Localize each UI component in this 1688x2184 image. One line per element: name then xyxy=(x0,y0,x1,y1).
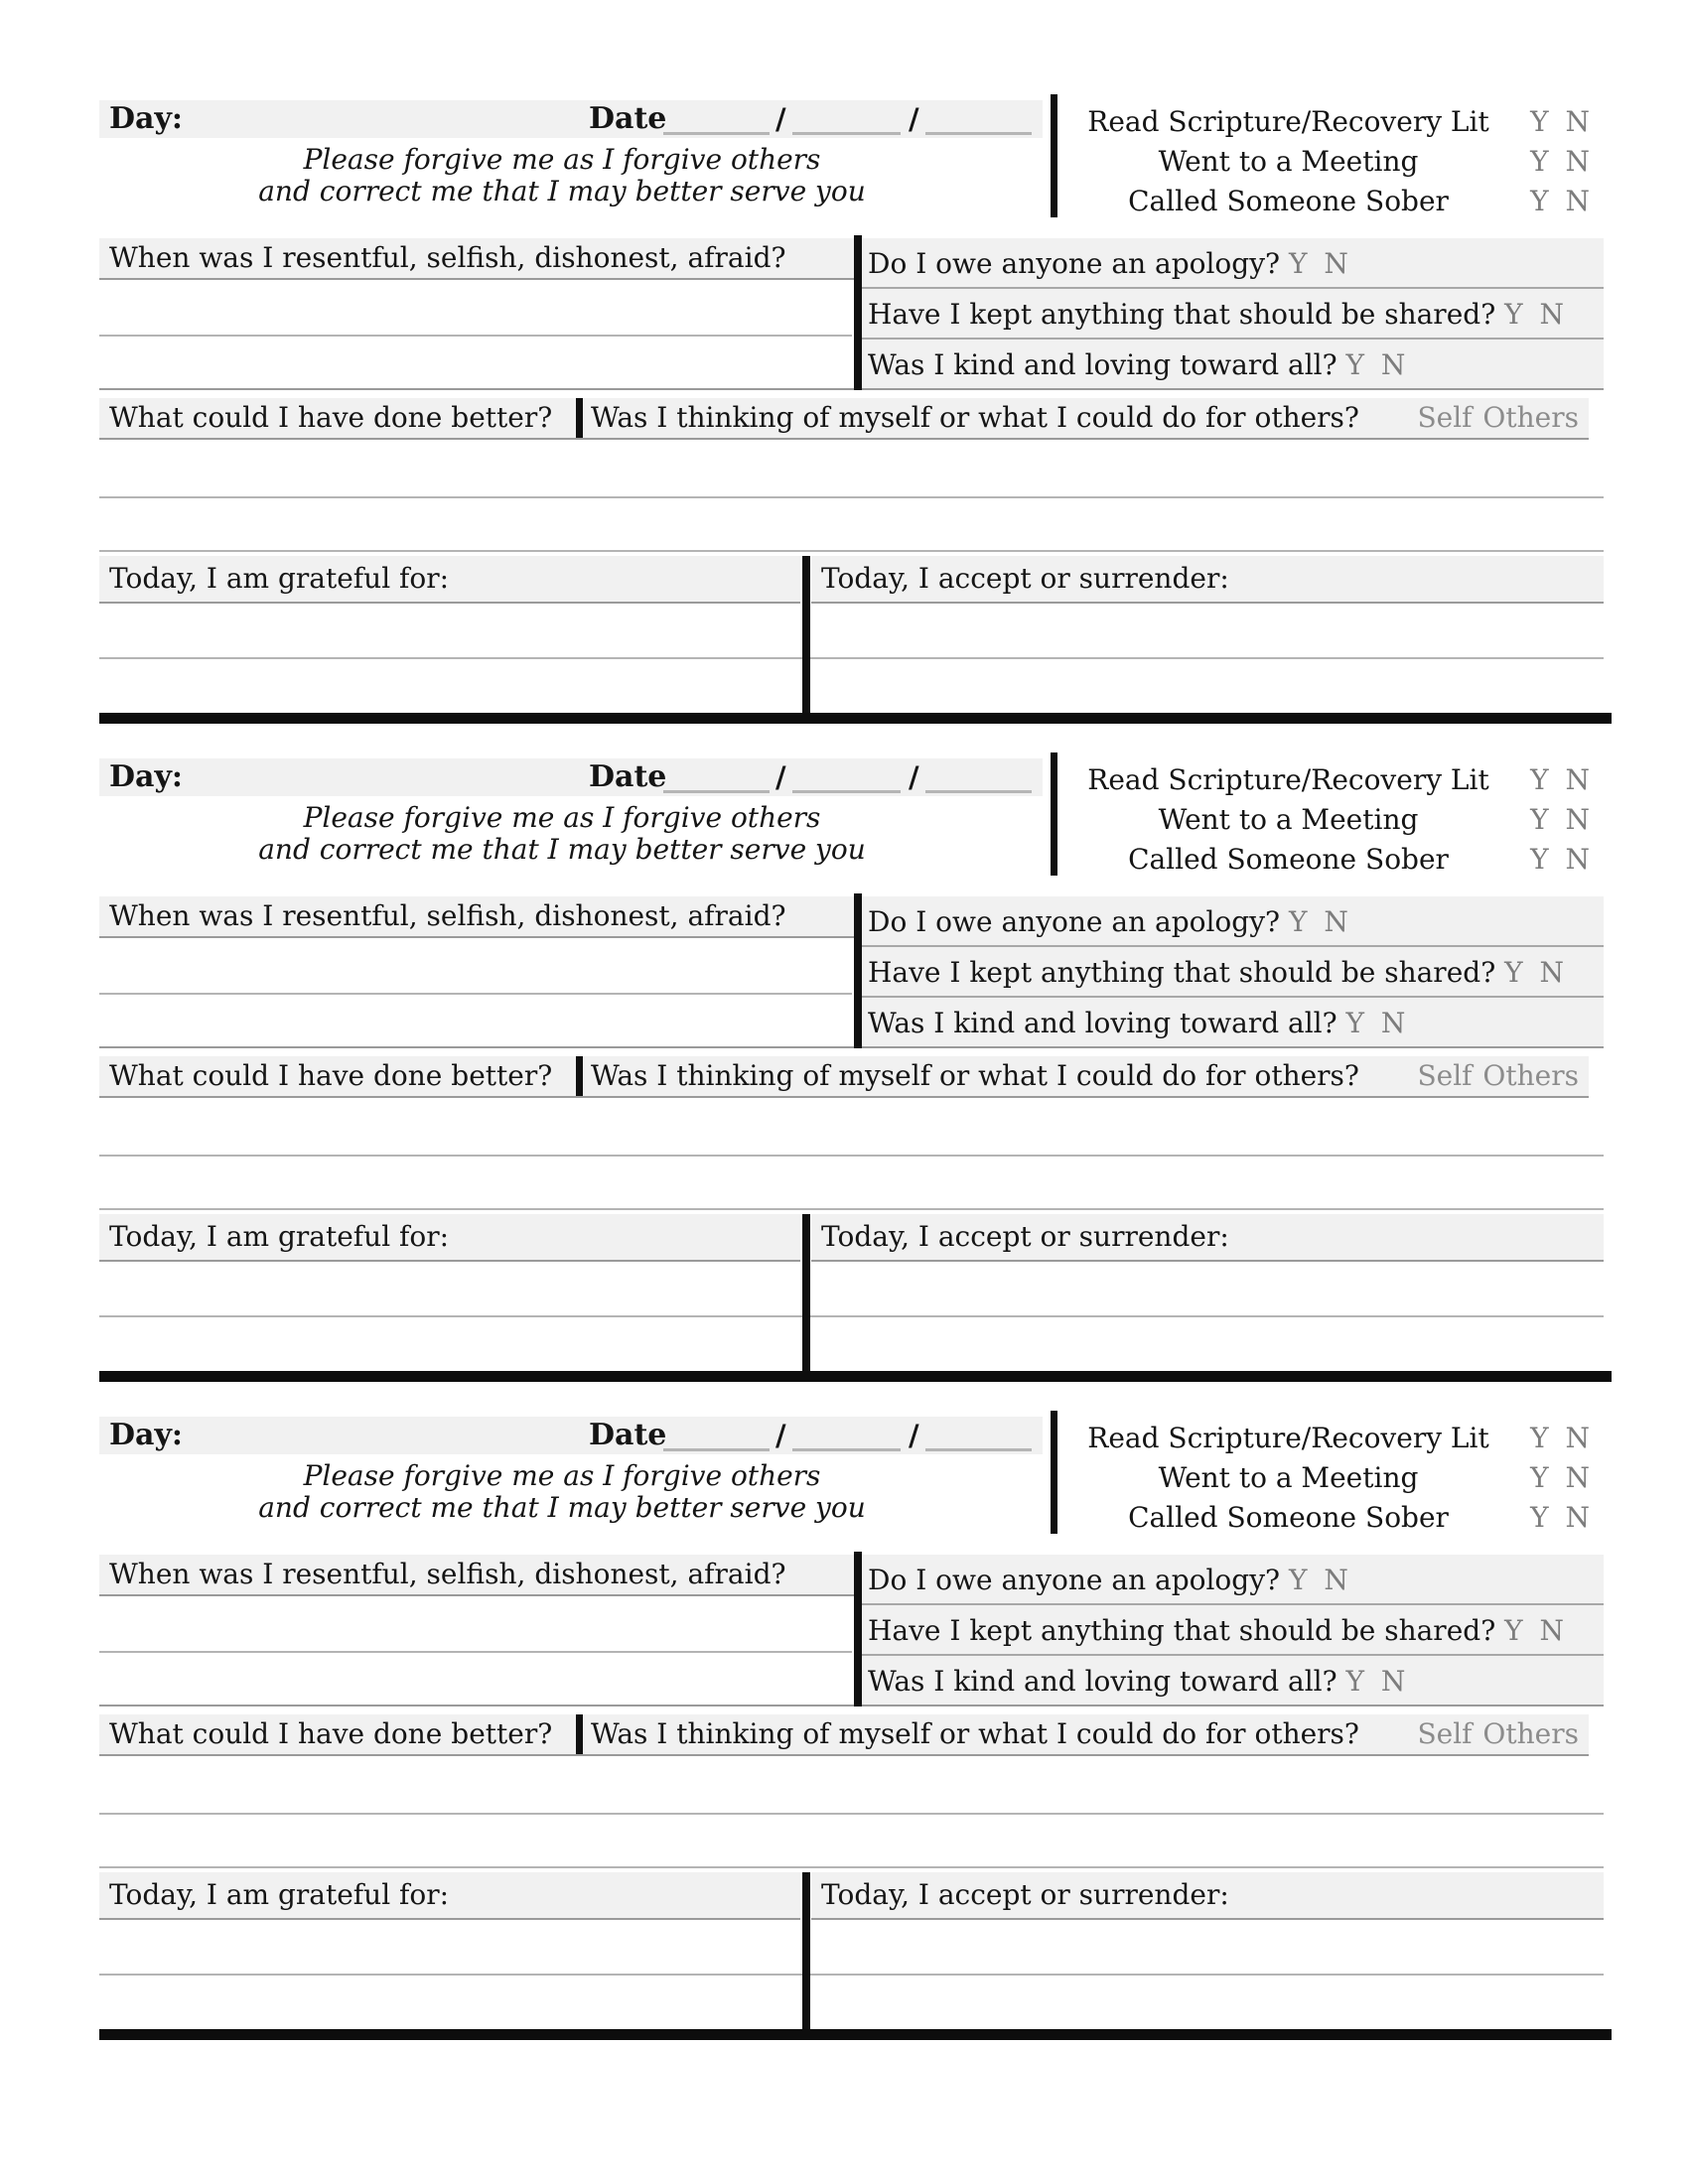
yes-no-options[interactable]: Y N xyxy=(1530,803,1590,836)
better-question-label: What could I have done better? xyxy=(109,1717,553,1750)
side-questions xyxy=(862,896,1604,1048)
better-row-divider xyxy=(576,1056,583,1096)
reflection-question-row xyxy=(99,896,854,938)
side-question-row xyxy=(862,238,1604,289)
side-question-label: Have I kept anything that should be shared? xyxy=(868,298,1496,331)
date-field-month[interactable] xyxy=(663,106,770,135)
side-question-row xyxy=(862,1605,1604,1656)
checklist-row-called xyxy=(1067,1498,1604,1538)
writing-line[interactable] xyxy=(99,550,1604,552)
prayer-line: Please forgive me as I forgive others xyxy=(303,143,821,176)
yes-no-options[interactable]: Y N xyxy=(1288,247,1348,280)
surrender-header xyxy=(811,1872,1604,1920)
writing-line[interactable] xyxy=(99,1651,852,1653)
self-others-options[interactable]: Self Others xyxy=(1417,1059,1579,1092)
side-question-label: Was I kind and loving toward all? xyxy=(868,348,1337,381)
surrender-header xyxy=(811,1214,1604,1262)
yes-no-options[interactable]: Y N xyxy=(1504,956,1564,989)
day-date-header xyxy=(99,1417,1043,1454)
side-question-row xyxy=(862,340,1604,390)
reflection-question-label: When was I resentful, selfish, dishonest, afraid? xyxy=(109,899,786,932)
side-questions xyxy=(862,238,1604,390)
checklist-row-meeting xyxy=(1067,142,1604,182)
side-question-label: Do I owe anyone an apology? xyxy=(868,1564,1281,1596)
entry-separator xyxy=(99,1371,1612,1382)
prayer-line: Please forgive me as I forgive others xyxy=(303,1459,821,1492)
header-divider xyxy=(1051,94,1057,217)
checklist-row-meeting xyxy=(1067,800,1604,840)
question-section-divider xyxy=(854,235,862,390)
side-question-row xyxy=(862,289,1604,340)
better-row-divider xyxy=(576,1714,583,1754)
journal-entry-block xyxy=(99,100,1612,758)
question-section-divider xyxy=(854,893,862,1048)
daily-checklist xyxy=(1067,1419,1604,1538)
writing-line[interactable] xyxy=(99,1866,1604,1868)
reflection-question-label: When was I resentful, selfish, dishonest, afraid? xyxy=(109,1558,786,1590)
yes-no-options[interactable]: Y N xyxy=(1288,905,1348,938)
self-others-options[interactable]: Self Others xyxy=(1417,1717,1579,1750)
side-question-row xyxy=(862,1656,1604,1706)
header-divider xyxy=(1051,1411,1057,1534)
checklist-row-meeting xyxy=(1067,1458,1604,1498)
yes-no-options[interactable]: Y N xyxy=(1530,843,1590,876)
side-question-label: Was I kind and loving toward all? xyxy=(868,1665,1337,1698)
thinking-question xyxy=(591,1714,1579,1754)
writing-line[interactable] xyxy=(99,1046,1604,1048)
yes-no-options[interactable]: Y N xyxy=(1530,185,1590,217)
day-field[interactable] xyxy=(194,100,581,138)
thinking-question-label: Was I thinking of myself or what I could do for others? xyxy=(591,1059,1359,1092)
surrender-header xyxy=(811,556,1604,604)
reflection-question-row xyxy=(99,238,854,280)
surrender-label: Today, I accept or surrender: xyxy=(821,562,1229,595)
date-label: Date xyxy=(589,1418,667,1452)
better-question-label: What could I have done better? xyxy=(109,401,553,434)
reflection-question-label: When was I resentful, selfish, dishonest, afraid? xyxy=(109,241,786,274)
day-field[interactable] xyxy=(194,758,581,796)
writing-line[interactable] xyxy=(99,1705,1604,1706)
day-date-header xyxy=(99,758,1043,796)
writing-line[interactable] xyxy=(99,1813,1604,1815)
checklist-label: Called Someone Sober xyxy=(1128,843,1449,876)
thinking-question-label: Was I thinking of myself or what I could do for others? xyxy=(591,401,1359,434)
side-question-label: Have I kept anything that should be shared? xyxy=(868,1614,1496,1647)
yes-no-options[interactable]: Y N xyxy=(1345,348,1406,381)
date-separator: / xyxy=(775,1419,786,1452)
writing-line[interactable] xyxy=(99,1315,1604,1317)
prayer-text xyxy=(115,1460,1009,1524)
day-date-header xyxy=(99,100,1043,138)
today-section-divider xyxy=(802,556,810,724)
better-question-row xyxy=(99,1056,1589,1098)
prayer-line: Please forgive me as I forgive others xyxy=(303,801,821,834)
date-field-day[interactable] xyxy=(792,764,901,793)
yes-no-options[interactable]: Y N xyxy=(1345,1007,1406,1039)
date-separator: / xyxy=(775,760,786,794)
side-question-label: Do I owe anyone an apology? xyxy=(868,905,1281,938)
date-separator: / xyxy=(909,760,919,794)
checklist-row-scripture xyxy=(1067,760,1604,800)
side-questions xyxy=(862,1555,1604,1706)
prayer-line: and correct me that I may better serve you xyxy=(258,1491,866,1524)
writing-line[interactable] xyxy=(99,1974,1604,1976)
date-separator: / xyxy=(909,1419,919,1452)
yes-no-options[interactable]: Y N xyxy=(1530,1501,1590,1534)
date-field-month[interactable] xyxy=(663,1423,770,1451)
writing-line[interactable] xyxy=(99,496,1604,498)
writing-line[interactable] xyxy=(99,993,852,995)
grateful-header xyxy=(99,1872,800,1920)
date-field-year[interactable] xyxy=(925,764,1032,793)
grateful-header xyxy=(99,556,800,604)
side-question-row xyxy=(862,947,1604,998)
checklist-label: Read Scripture/Recovery Lit xyxy=(1087,1422,1489,1454)
checklist-label: Read Scripture/Recovery Lit xyxy=(1087,105,1489,138)
date-field-month[interactable] xyxy=(663,764,770,793)
yes-no-options[interactable]: Y N xyxy=(1530,105,1590,138)
writing-line[interactable] xyxy=(99,1155,1604,1157)
checklist-label: Called Someone Sober xyxy=(1128,185,1449,217)
checklist-row-scripture xyxy=(1067,1419,1604,1458)
checklist-label: Went to a Meeting xyxy=(1158,803,1419,836)
surrender-label: Today, I accept or surrender: xyxy=(821,1878,1229,1911)
thinking-question-label: Was I thinking of myself or what I could do for others? xyxy=(591,1717,1359,1750)
checklist-row-called xyxy=(1067,840,1604,880)
checklist-label: Went to a Meeting xyxy=(1158,145,1419,178)
checklist-label: Called Someone Sober xyxy=(1128,1501,1449,1534)
yes-no-options[interactable]: Y N xyxy=(1504,298,1564,331)
grateful-header xyxy=(99,1214,800,1262)
side-question-label: Was I kind and loving toward all? xyxy=(868,1007,1337,1039)
writing-line[interactable] xyxy=(99,335,852,337)
side-question-row xyxy=(862,1555,1604,1605)
day-field[interactable] xyxy=(194,1417,581,1454)
yes-no-options[interactable]: Y N xyxy=(1530,1422,1590,1454)
better-question-row xyxy=(99,1714,1589,1756)
prayer-text xyxy=(115,144,1009,207)
date-separator: / xyxy=(775,102,786,136)
entry-separator xyxy=(99,713,1612,724)
self-others-options[interactable]: Self Others xyxy=(1417,401,1579,434)
checklist-label: Went to a Meeting xyxy=(1158,1461,1419,1494)
day-label: Day: xyxy=(109,759,183,794)
thinking-question xyxy=(591,1056,1579,1096)
writing-line[interactable] xyxy=(99,388,1604,390)
entry-separator xyxy=(99,2029,1612,2040)
date-field-year[interactable] xyxy=(925,106,1032,135)
better-row-divider xyxy=(576,398,583,438)
date-separator: / xyxy=(909,102,919,136)
today-section-divider xyxy=(802,1872,810,2040)
date-label: Date xyxy=(589,101,667,136)
writing-line[interactable] xyxy=(99,1208,1604,1210)
yes-no-options[interactable]: Y N xyxy=(1530,145,1590,178)
grateful-label: Today, I am grateful for: xyxy=(109,1878,450,1911)
grateful-label: Today, I am grateful for: xyxy=(109,562,450,595)
question-section-divider xyxy=(854,1552,862,1706)
surrender-label: Today, I accept or surrender: xyxy=(821,1220,1229,1253)
yes-no-options[interactable]: Y N xyxy=(1288,1564,1348,1596)
date-field-day[interactable] xyxy=(792,106,901,135)
date-field-day[interactable] xyxy=(792,1423,901,1451)
day-label: Day: xyxy=(109,101,183,136)
today-section-divider xyxy=(802,1214,810,1382)
checklist-label: Read Scripture/Recovery Lit xyxy=(1087,763,1489,796)
yes-no-options[interactable]: Y N xyxy=(1504,1614,1564,1647)
reflection-question-row xyxy=(99,1555,854,1596)
better-question-label: What could I have done better? xyxy=(109,1059,553,1092)
prayer-text xyxy=(115,802,1009,866)
side-question-label: Have I kept anything that should be shared? xyxy=(868,956,1496,989)
checklist-row-scripture xyxy=(1067,102,1604,142)
better-question-row xyxy=(99,398,1589,440)
yes-no-options[interactable]: Y N xyxy=(1345,1665,1406,1698)
writing-line[interactable] xyxy=(99,657,1604,659)
thinking-question xyxy=(591,398,1579,438)
daily-checklist xyxy=(1067,760,1604,880)
header-divider xyxy=(1051,752,1057,876)
side-question-row xyxy=(862,896,1604,947)
date-label: Date xyxy=(589,759,667,794)
journal-entry-block xyxy=(99,758,1612,1417)
checklist-row-called xyxy=(1067,182,1604,221)
yes-no-options[interactable]: Y N xyxy=(1530,1461,1590,1494)
day-label: Day: xyxy=(109,1418,183,1452)
journal-entry-block xyxy=(99,1417,1612,2075)
date-field-year[interactable] xyxy=(925,1423,1032,1451)
daily-checklist xyxy=(1067,102,1604,221)
side-question-label: Do I owe anyone an apology? xyxy=(868,247,1281,280)
prayer-line: and correct me that I may better serve you xyxy=(258,833,866,866)
side-question-row xyxy=(862,998,1604,1048)
grateful-label: Today, I am grateful for: xyxy=(109,1220,450,1253)
yes-no-options[interactable]: Y N xyxy=(1530,763,1590,796)
prayer-line: and correct me that I may better serve you xyxy=(258,175,866,207)
